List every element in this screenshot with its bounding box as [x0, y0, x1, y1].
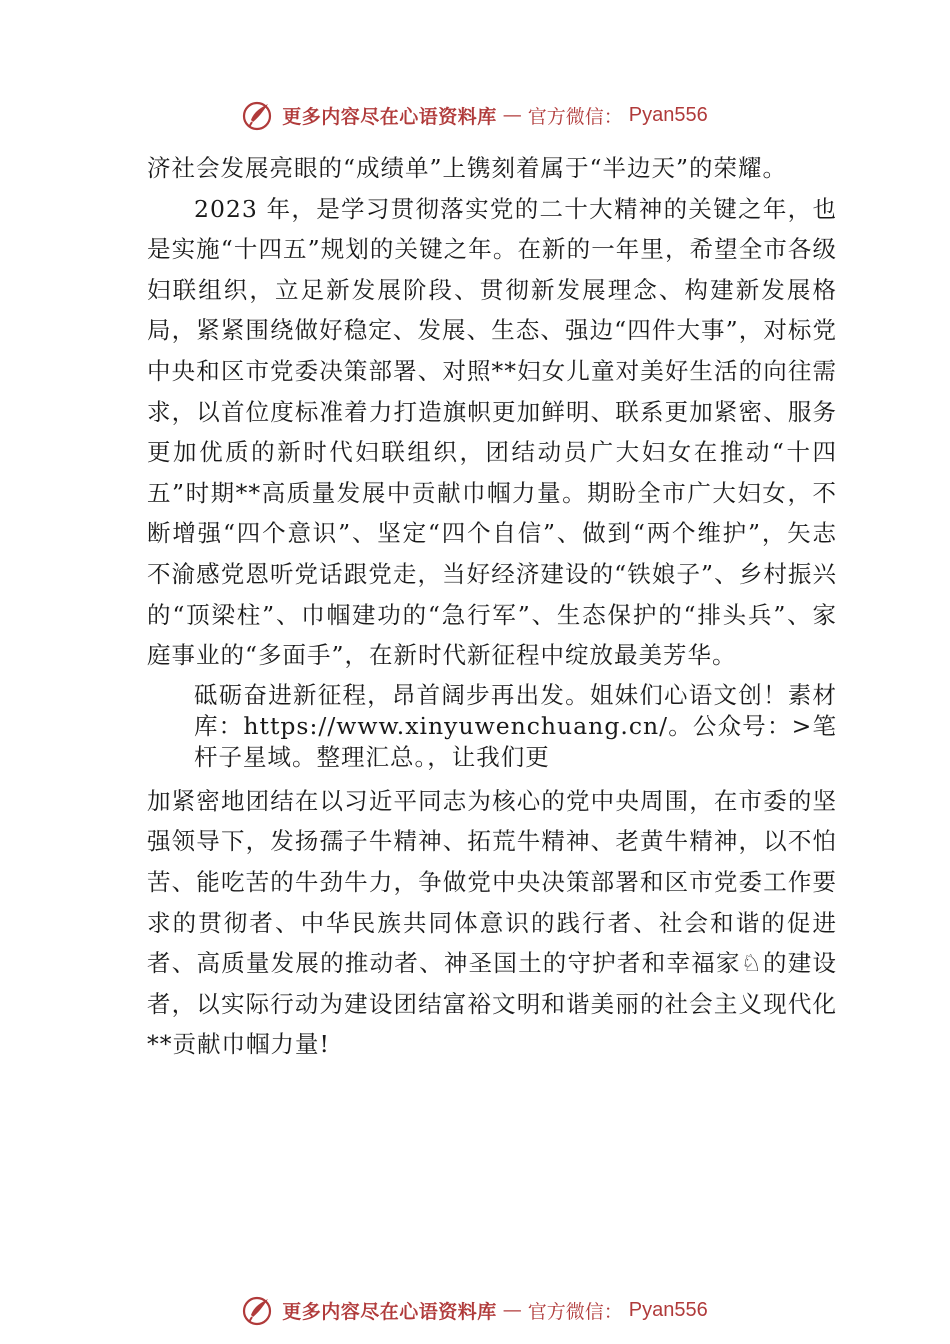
footer-wechat-label: 官方微信：	[527, 1300, 623, 1323]
header-wechat-id: Pyan556	[628, 103, 708, 126]
header-wechat-label: 官方微信：	[527, 105, 623, 128]
footer-banner	[0, 1290, 950, 1330]
header-brand-text: 更多内容尽在心语资料库	[282, 105, 497, 128]
paragraph-continuation: 济社会发展亮眼的“成绩单”上镌刻着属于“半边天”的荣耀。	[147, 154, 788, 182]
header-banner	[0, 95, 950, 135]
paragraph-2023-goals: 2023 年，是学习贯彻落实党的二十大精神的关键之年，也是实施“十四五”规划的关键之年。在新的一年里，希望全市各级妇联组织，立足新发展阶段、贯彻新发展理念、构建新发展格局，紧紧围绕做好稳定、发展、生态、强边“四件大事”，对标党中央和区市党委决策部署、对照**妇女儿童对美好生活的向往需求，以首位度标准着力打造旗帜更加鲜明、联系更加紧密、服务更加优质的新时代妇联组织，团结动员广大妇女在推动“十四五”时期**高质量发展中贡献巾帼力量。期盼全市广大妇女，不断增强“四个意识”、坚定“四个自信”、做到“两个维护”，矢志不渝感党恩听党话跟党走，当好经济建设的“铁娘子”、乡村振兴的“顶梁柱”、巾帼建功的“急行军”、生态保护的“排头兵”、家庭事业的“多面手”，在新时代新征程中绽放最美芳华。	[147, 194, 837, 670]
paragraph-source-note: 砥砺奋进新征程，昂首阔步再出发。姐妹们心语文创！素材库：https://www.xinyuwenchuang.cn/。公众号：>笔杆子星域。整理汇总。，让我们更	[194, 680, 837, 771]
brand-logo-icon	[242, 1293, 276, 1327]
footer-wechat-id: Pyan556	[628, 1298, 708, 1321]
paragraph-closing: 加紧密地团结在以习近平同志为核心的党中央周围，在市委的坚强领导下，发扬孺子牛精神、拓荒牛精神、老黄牛精神，以不怕苦、能吃苦的牛劲牛力，争做党中央决策部署和区市党委工作要求的贯彻者、中华民族共同体意识的践行者、社会和谐的促进者、高质量发展的推动者、神圣国土的守护者和幸福家♘的建设者，以实际行动为建设团结富裕文明和谐美丽的社会主义现代化**贡献巾帼力量!	[147, 786, 837, 1059]
footer-brand-text: 更多内容尽在心语资料库	[282, 1300, 497, 1323]
header-separator: —	[502, 104, 522, 126]
document-body	[147, 148, 837, 1065]
brand-logo-icon	[242, 98, 276, 132]
footer-separator: —	[502, 1299, 522, 1321]
